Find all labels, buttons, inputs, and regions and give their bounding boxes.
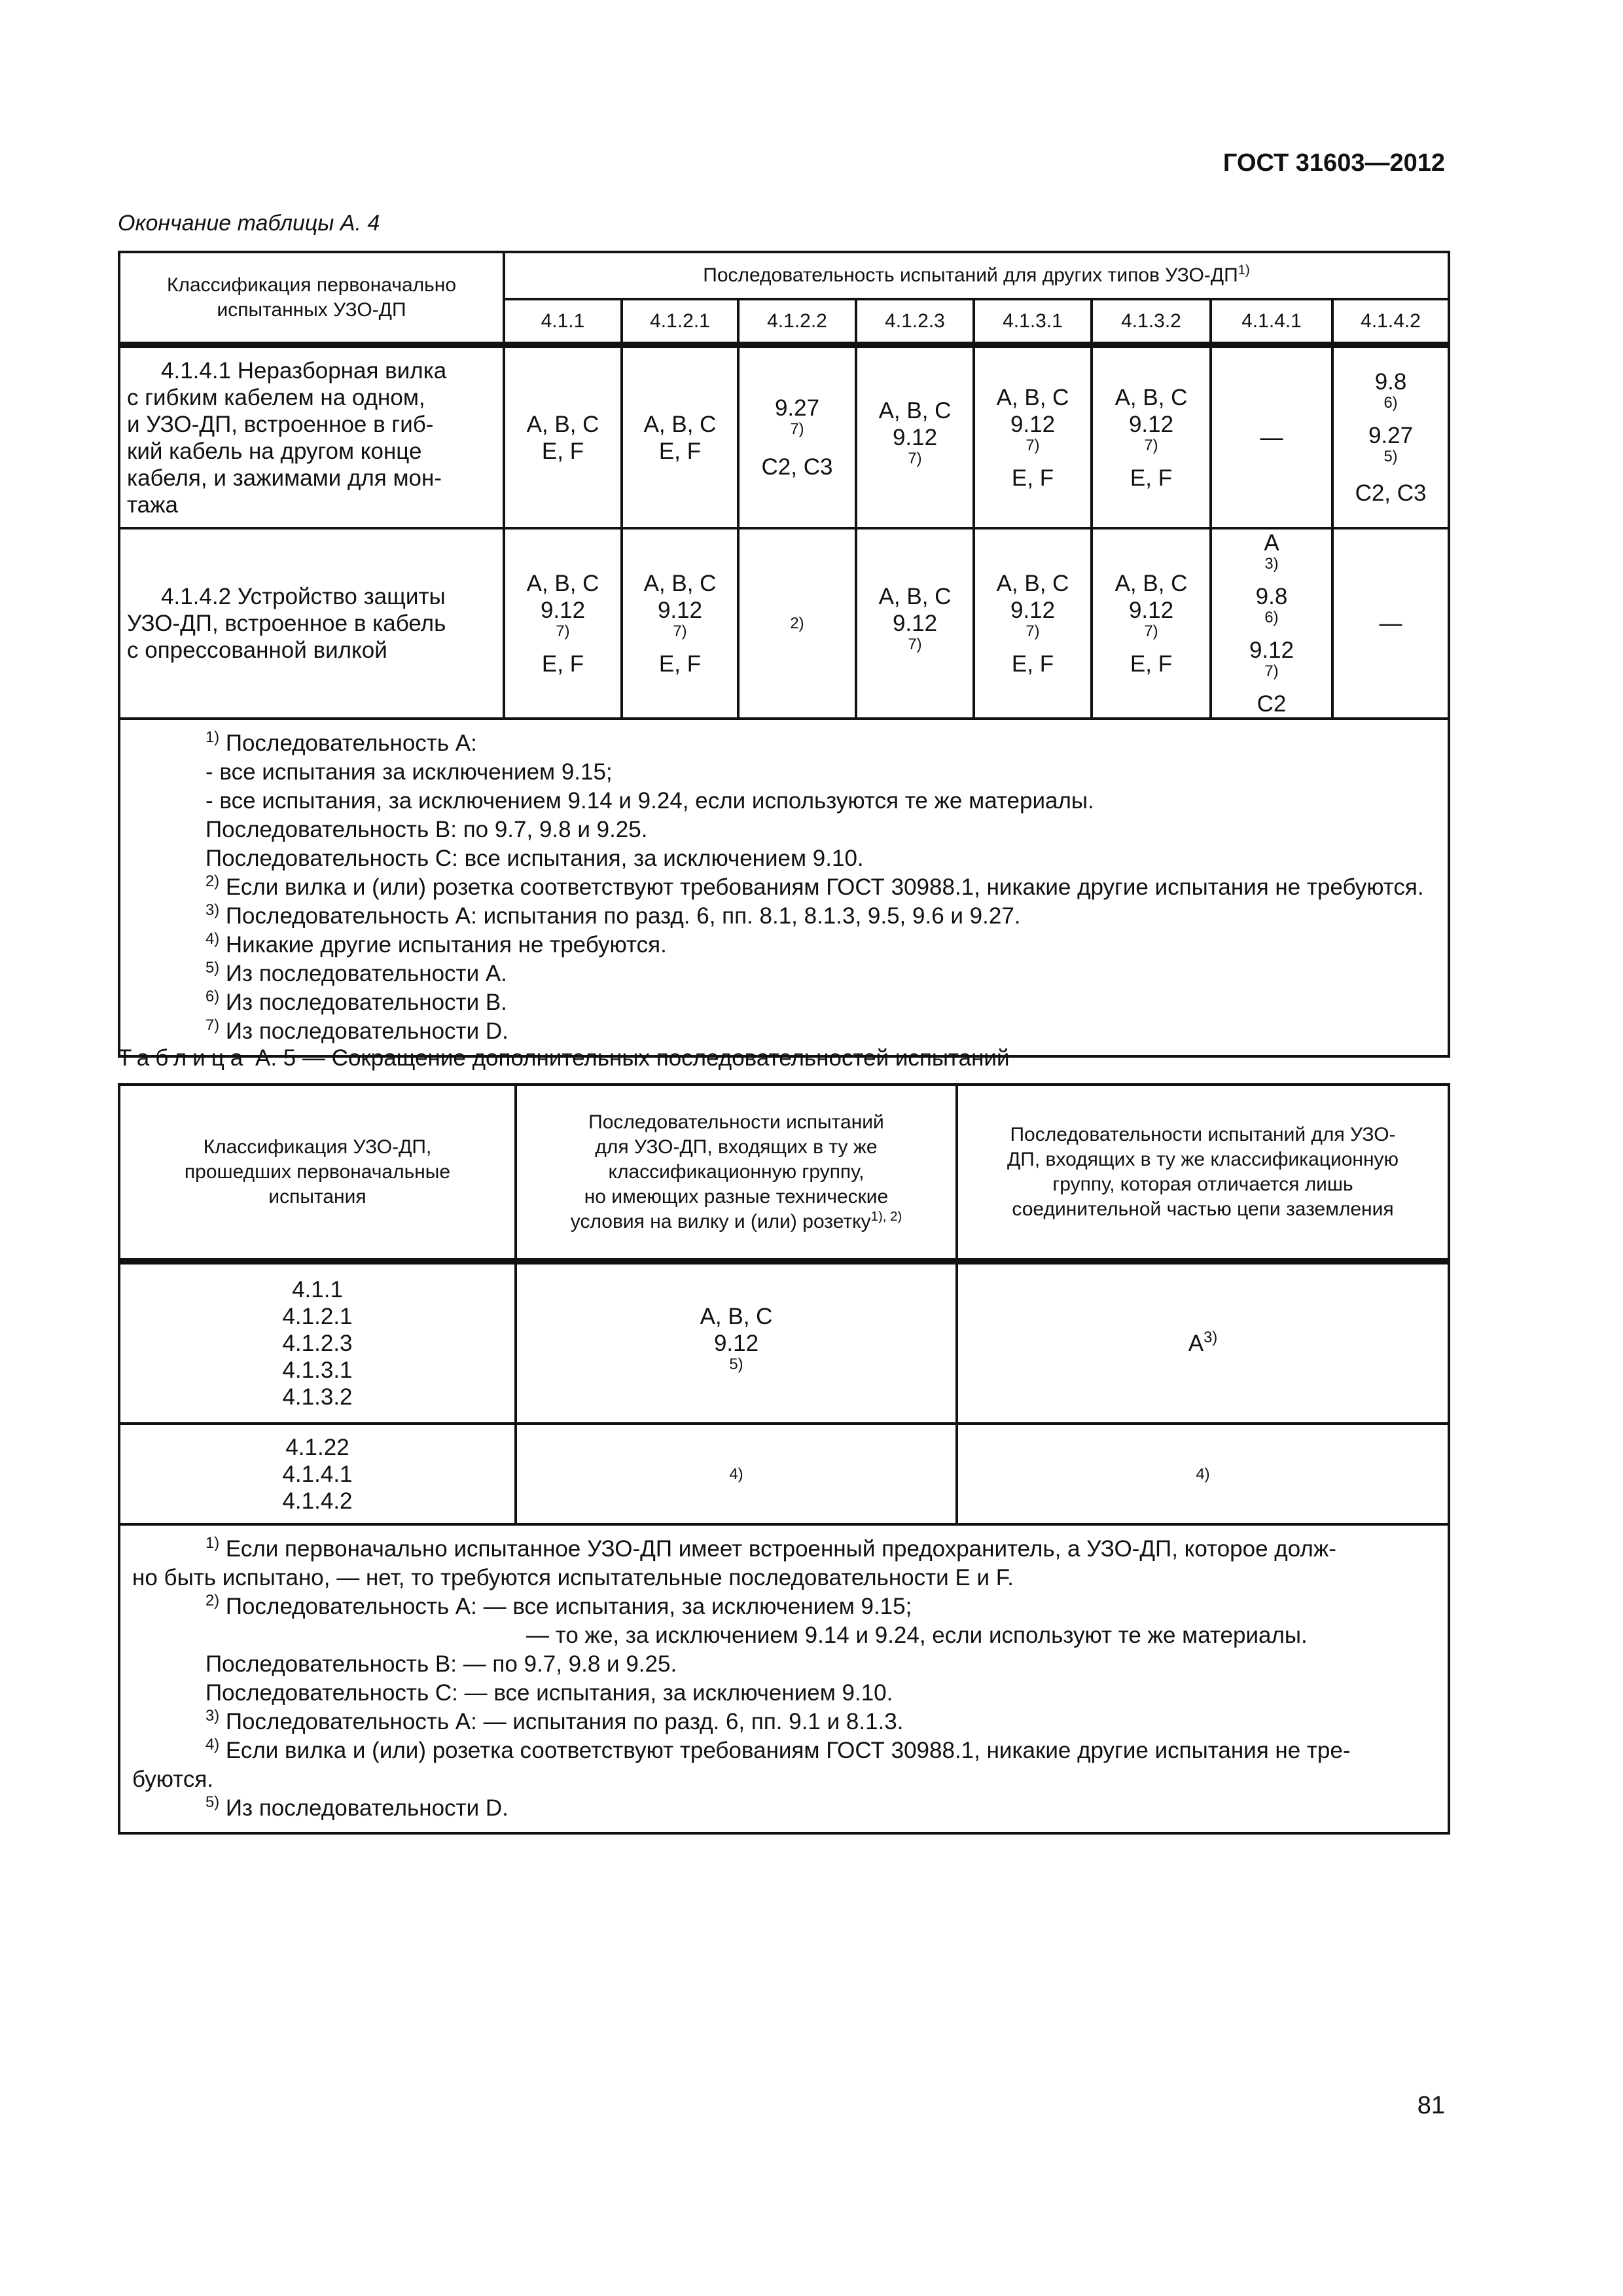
t2-row-1: [119, 1261, 1449, 1424]
t2-cell: $A^{3)}$: [957, 1261, 1449, 1424]
row-label-line: кий кабель на другом конце: [127, 438, 422, 464]
footnote: [132, 1765, 1441, 1794]
t1-subheader-3: 4.1.2.3: [856, 299, 974, 345]
classification-item: 4.1.2.3: [282, 1331, 353, 1356]
row-label-line: с опрессованной вилкой: [127, 637, 387, 663]
row-label-line: с гибким кабелем на одном,: [127, 384, 425, 410]
t2-footnotes-row: [119, 1524, 1449, 1833]
t1-row-label-lines: [127, 357, 487, 518]
t1-header-sequence: Последовательность испытаний для других типов УЗО-ДП$^{1)}$: [504, 252, 1449, 299]
t1-row-4141: [119, 345, 1449, 528]
t1-subheader-5: 4.1.3.2: [1092, 299, 1211, 345]
header-line: соединительной частью цепи заземления: [1012, 1198, 1394, 1220]
t2-cell: 4): [516, 1424, 957, 1524]
table-a4-end: [118, 251, 1450, 1058]
footnote-text: Если вилка и (или) розетка соответствуют требованиям ГОСТ 30988.1, никакие другие испытания не тре-: [219, 1738, 1351, 1763]
t1-cell: —: [1332, 528, 1449, 719]
t1-cell: A, B, C 9.12 $^{7)}$ E, F: [974, 528, 1092, 719]
footnote-marker: 2): [205, 1591, 220, 1609]
t1-cell-subscript: C2, C3: [761, 454, 833, 480]
t1-header-classification: Классификация первоначально испытанных УЗО-ДП: [119, 252, 504, 345]
footnote: [132, 1535, 1441, 1564]
row-label-line: 4.1.4.1 Неразборная вилка: [161, 357, 447, 384]
table1-caption: Окончание таблицы А. 4: [118, 211, 380, 236]
footnote: [132, 1592, 1441, 1621]
footnote: [205, 902, 1441, 931]
footnote-text: - все испытания за исключением 9.15;: [205, 759, 613, 785]
footnote-marker: 5): [205, 1793, 220, 1811]
row-label-line: 4.1.4.2 Устройство защиты: [161, 584, 446, 609]
footnote-marker: 3): [205, 1706, 220, 1725]
classification-item: 4.1.22: [285, 1434, 349, 1460]
footnote-text: Если первоначально испытанное УЗО-ДП имеет встроенный предохранитель, а УЗО-ДП, которое долж-: [219, 1536, 1336, 1562]
t2-cell-classifications: [119, 1424, 516, 1524]
row-label-line: УЗО-ДП, встроенное в кабель: [127, 611, 446, 636]
footnote-marker: 7): [205, 1016, 220, 1034]
classification-item: 4.1.2.1: [282, 1304, 353, 1329]
footnote: [132, 1736, 1441, 1765]
row-label-line: и УЗО-ДП, встроенное в гиб-: [127, 411, 434, 437]
footnote-marker: 1): [205, 728, 220, 746]
footnote: [205, 758, 1441, 787]
footnote-text: Из последовательности D.: [219, 1018, 508, 1044]
t2-header-different-plug: Последовательности испытаний для УЗО-ДП, входящих в ту же классификационную группу, но имеющих разные технические условия на вилку и (или) розетку$^{1), 2)}$: [516, 1085, 957, 1261]
t1-cell: A, B, C 9.12 $^{7)}$: [856, 345, 974, 528]
classification-item: 4.1.3.2: [282, 1384, 353, 1410]
t1-cell: A, B, C 9.12 $^{7)}$ E, F: [1092, 345, 1211, 528]
classification-item: 4.1.4.1: [282, 1461, 353, 1487]
footnote-text: Из последовательности А.: [219, 961, 507, 986]
t2-footnote-list: [132, 1535, 1441, 1823]
table2-caption: Таблица А. 5 — Сокращение дополнительных последовательностей испытаний: [118, 1045, 1010, 1071]
t1-cell: 9.27 $^{7)}$ C2, C3: [738, 345, 856, 528]
header-line: прошедших первоначальные: [184, 1160, 451, 1183]
footnote: [132, 1708, 1441, 1736]
t1-cell: A, B, C 9.12 $^{7)}$ E, F: [504, 528, 622, 719]
footnote: [205, 960, 1441, 988]
table-a5: [118, 1083, 1450, 1835]
header-line: но имеющих разные технические: [584, 1185, 889, 1208]
t1-subheader-1: 4.1.2.1: [622, 299, 738, 345]
footnote: [205, 816, 1441, 844]
t1-subheader-0: 4.1.1: [504, 299, 622, 345]
row-label-line: кабеля, и зажимами для мон-: [127, 465, 442, 491]
footnote: [132, 1621, 1441, 1650]
t1-footnotes: [119, 719, 1449, 1056]
header-line: Классификация УЗО-ДП,: [203, 1136, 432, 1158]
footnote: [205, 729, 1441, 758]
footnote: [132, 1564, 1441, 1592]
t1-subheader-7: 4.1.4.2: [1332, 299, 1449, 345]
footnote-text: но быть испытано, — нет, то требуются испытательные последовательности Е и F.: [132, 1565, 1014, 1590]
footnote-text: Из последовательности В.: [219, 990, 507, 1015]
footnote-text: Из последовательности D.: [219, 1795, 508, 1821]
t1-cell: A, B, C E, F: [504, 345, 622, 528]
t1-subheader-4: 4.1.3.1: [974, 299, 1092, 345]
t2-cell-classifications: [119, 1261, 516, 1424]
header-line: классификационную группу,: [608, 1160, 865, 1183]
footnote-text: Последовательность С: все испытания, за исключением 9.10.: [205, 846, 864, 871]
t1-footnotes-row: [119, 719, 1449, 1056]
footnote: [205, 988, 1441, 1017]
classification-item: 4.1.3.1: [282, 1357, 353, 1383]
footnote-text: Последовательность А:: [219, 730, 477, 756]
header-line: для УЗО-ДП, входящих в ту же: [595, 1136, 878, 1158]
footnote-text: Последовательность С: — все испытания, за исключением 9.10.: [205, 1680, 893, 1706]
footnote: [205, 844, 1441, 873]
footnote: [132, 1650, 1441, 1679]
header-line: испытания: [268, 1185, 366, 1208]
t2-cell: A, B, C 9.12 $^{5)}$: [516, 1261, 957, 1424]
t1-cell: A, B, C 9.12 $^{7)}$: [856, 528, 974, 719]
footnote-marker: 2): [205, 872, 220, 890]
footnote-text: Если вилка и (или) розетка соответствуют требованиям ГОСТ 30988.1, никакие другие испытания не требуются.: [219, 874, 1424, 900]
footnote-text: Последовательность А: — испытания по разд. 6, пп. 9.1 и 8.1.3.: [219, 1709, 904, 1734]
t2-row-2: [119, 1424, 1449, 1524]
footnote-text: Последовательность А: испытания по разд. 6, пп. 8.1, 8.1.3, 9.5, 9.6 и 9.27.: [219, 903, 1021, 929]
footnote-marker: 4): [205, 929, 220, 948]
t2-footnotes: [119, 1524, 1449, 1833]
footnote-text: Последовательность В: по 9.7, 9.8 и 9.25.: [205, 817, 648, 842]
t1-cell: A, B, C E, F: [622, 345, 738, 528]
footnote-marker: 3): [205, 901, 220, 919]
row-label-line: тажа: [127, 492, 178, 518]
footnote: [132, 1679, 1441, 1708]
header-line: ДП, входящих в ту же классификационную: [1007, 1148, 1399, 1170]
t2-header-earthing: [957, 1085, 1449, 1261]
footnote: [205, 873, 1441, 902]
footnote-text: — то же, за исключением 9.14 и 9.24, если используют те же материалы.: [526, 1623, 1308, 1648]
classification-item: 4.1.1: [292, 1277, 343, 1302]
footnote-text: Последовательность А: — все испытания, за исключением 9.15;: [219, 1594, 912, 1619]
t1-cell: A, B, C 9.12 $^{7)}$ E, F: [1092, 528, 1211, 719]
footnote: [205, 787, 1441, 816]
t2-cell: 4): [957, 1424, 1449, 1524]
t1-subheader-6: 4.1.4.1: [1211, 299, 1332, 345]
t1-cell: A $^{3)}$ 9.8 $^{6)}$ 9.12 $^{7)}$ C2: [1211, 528, 1332, 719]
footnote-text: Последовательность В: — по 9.7, 9.8 и 9.25.: [205, 1651, 677, 1677]
page-number: 81: [1417, 2092, 1445, 2119]
document-id: ГОСТ 31603—2012: [1222, 149, 1445, 177]
t2-header-classification: [119, 1085, 516, 1261]
t1-subheader-2: 4.1.2.2: [738, 299, 856, 345]
t1-footnote-list: [205, 729, 1441, 1046]
t1-row-4142: [119, 528, 1449, 719]
footnote: [205, 931, 1441, 960]
t1-cell: —: [1211, 345, 1332, 528]
footnote-text: - все испытания, за исключением 9.14 и 9.24, если используются те же материалы.: [205, 788, 1094, 814]
footnote-marker: 1): [205, 1534, 220, 1552]
footnote-marker: 5): [205, 958, 220, 977]
t1-cell: A, B, C 9.12 $^{7)}$ E, F: [974, 345, 1092, 528]
footnote: [205, 1017, 1441, 1046]
footnote: [132, 1794, 1441, 1823]
t1-cell: 9.8 $^{6)}$ 9.27 $^{5)}$ C2, C3: [1332, 345, 1449, 528]
footnote-text: Никакие другие испытания не требуются.: [219, 932, 667, 958]
t1-row-label: [119, 345, 504, 528]
header-line: Последовательности испытаний: [588, 1111, 884, 1133]
classification-item: 4.1.4.2: [282, 1488, 353, 1514]
t1-cell: 2): [738, 528, 856, 719]
t1-row-label-lines: [127, 583, 487, 664]
footnote-marker: 6): [205, 987, 220, 1005]
header-line: группу, которая отличается лишь: [1052, 1173, 1353, 1195]
header-line: Последовательности испытаний для УЗО-: [1010, 1123, 1396, 1145]
footnote-marker: 4): [205, 1735, 220, 1753]
footnote-text: буются.: [132, 1767, 214, 1792]
t2-header-row: [119, 1085, 1449, 1261]
t1-cell: A, B, C 9.12 $^{7)}$ E, F: [622, 528, 738, 719]
t1-row-label: [119, 528, 504, 719]
